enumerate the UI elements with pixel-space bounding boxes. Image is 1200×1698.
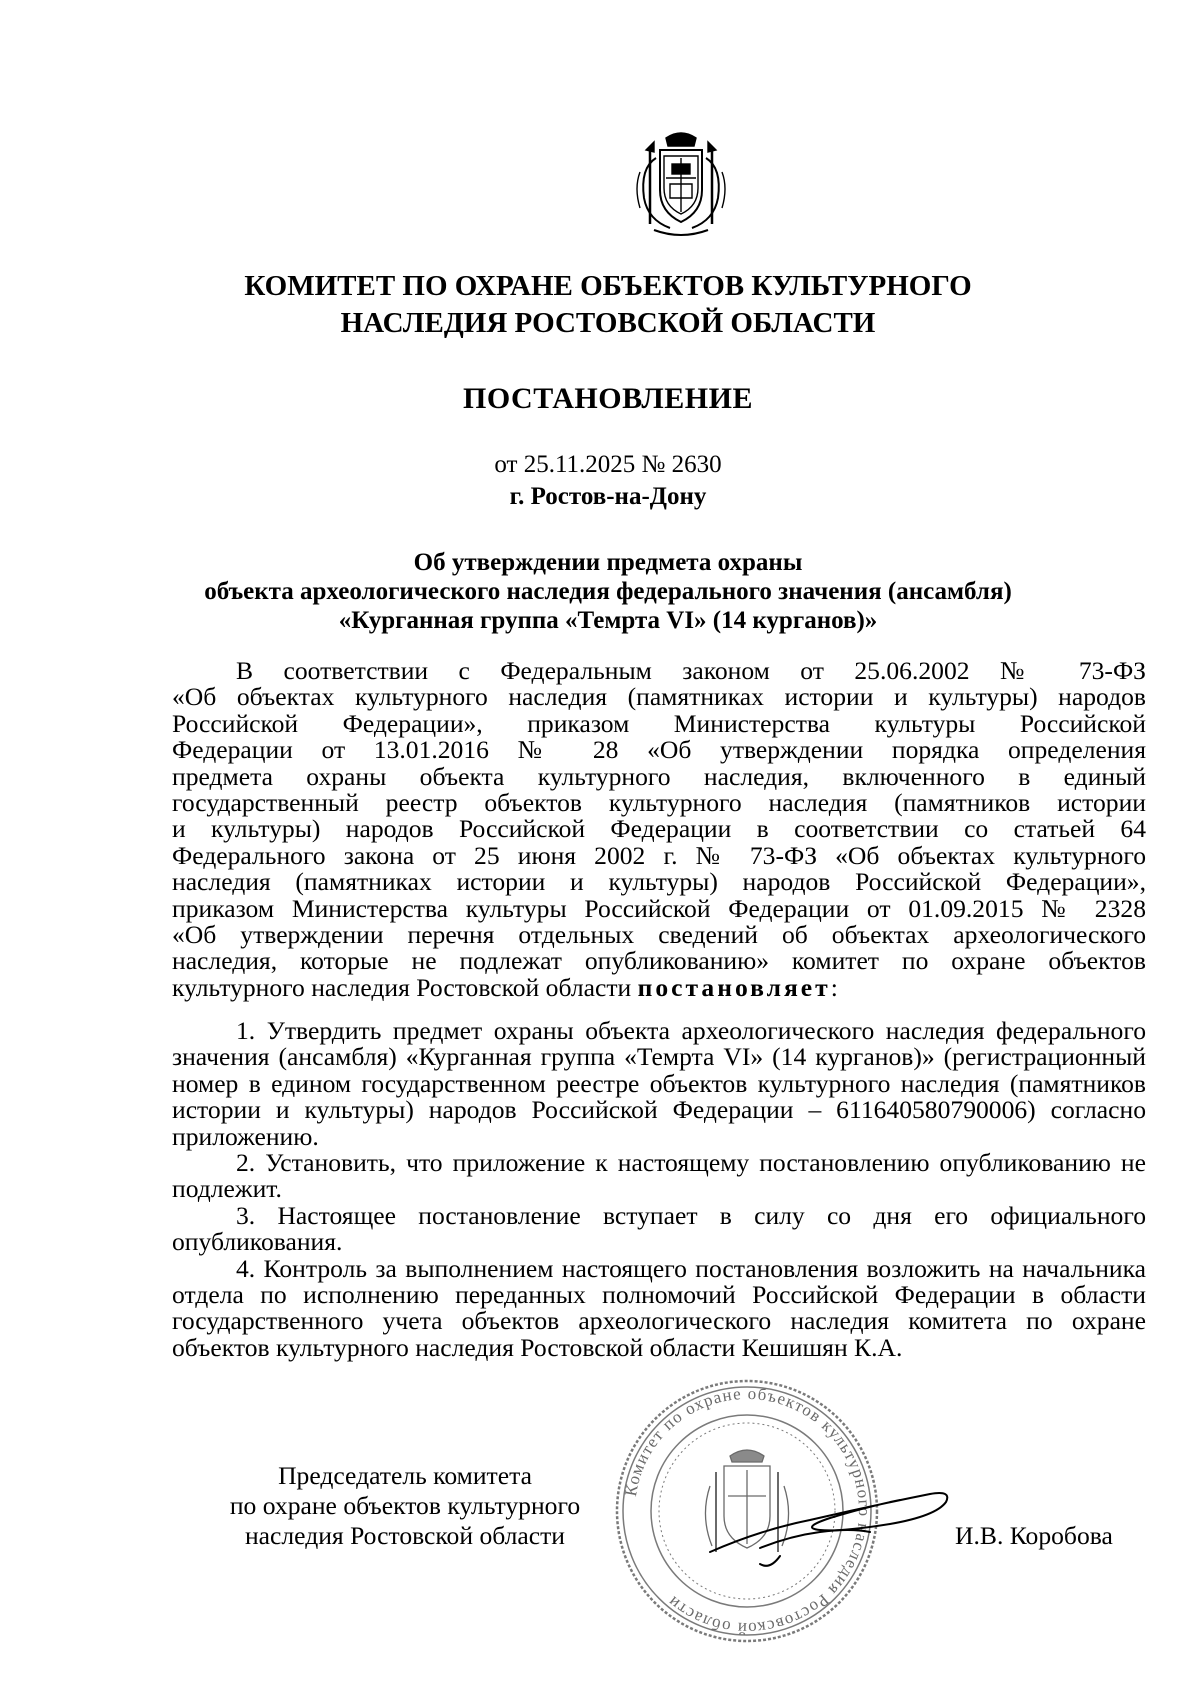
document-date-number: от 25.11.2025 № 2630 bbox=[494, 451, 722, 478]
preamble-line: наследия, которые не подлежат опубликованию» комитет по охране объектов bbox=[172, 946, 1146, 976]
resolution-item-2: 2. Установить, что приложение к настоящему постановлению опубликованию не подлежит. bbox=[172, 1148, 1146, 1204]
document-subject bbox=[160, 548, 1056, 635]
resolution-item-4: 4. Контроль за выполнением настоящего постановления возложить на начальника отдела по исполнению переданных полномочий Российской Федерации в области государственного учета объектов археологического наследия комитета по охране объектов культурного наследия Ростовской области Кешишян К.А. bbox=[172, 1253, 1146, 1362]
preamble-last-line bbox=[172, 972, 1146, 1002]
preamble-line: «Об объектах культурного наследия (памятниках истории и культуры) народов bbox=[172, 682, 1146, 712]
preamble-line: предмета охраны объекта культурного наследия, включенного в единый bbox=[172, 761, 1146, 791]
subject-line-2: объекта археологического наследия федерального значения (ансамбля) bbox=[204, 578, 1012, 605]
signatory-name: И.В. Коробова bbox=[955, 1521, 1113, 1550]
resolution-item-1: 1. Утвердить предмет охраны объекта археологического наследия федерального значения (ансамбля) «Курганная группа «Темрта VI» (14 курганов)» (регистрационный номер в едином государственном реестре объектов культурного наследия (памятников истории и культуры) народов Российской Федерации – 611640580790006) согласно приложению. bbox=[172, 1016, 1146, 1151]
preamble-line: В соответствии с Федеральным законом от 25.06.2002 № 73-ФЗ bbox=[236, 656, 1146, 685]
preamble-last-text: культурного наследия Ростовской области bbox=[172, 972, 638, 1002]
signatory-position-line-3: наследия Ростовской области bbox=[244, 1521, 565, 1550]
signatory-position-line-1: Председатель комитета bbox=[278, 1461, 532, 1490]
subject-line-3: «Курганная группа «Темрта VI» (14 курганов)» bbox=[338, 607, 878, 634]
document-type: ПОСТАНОВЛЕНИЕ bbox=[463, 382, 753, 415]
resolution-items bbox=[172, 1018, 1146, 1361]
preamble-line: Российской Федерации», приказом Министерства культуры Российской bbox=[172, 708, 1146, 738]
preamble-line: «Об утверждении перечня отдельных сведений об объектах археологического bbox=[172, 920, 1146, 950]
rostov-region-coat-of-arms-icon bbox=[620, 128, 742, 240]
preamble-line: наследия (памятниках истории и культуры) народов Российской Федерации», bbox=[172, 867, 1146, 897]
preamble-line: приказом Министерства культуры Российской Федерации от 01.09.2015 № 2328 bbox=[172, 893, 1146, 923]
preamble-colon: : bbox=[830, 972, 838, 1002]
committee-title-line-1: КОМИТЕТ ПО ОХРАНЕ ОБЪЕКТОВ КУЛЬТУРНОГО bbox=[244, 270, 972, 302]
document-city: г. Ростов-на-Дону bbox=[509, 483, 707, 510]
resolution-item-3: 3. Настоящее постановление вступает в силу со дня его официального опубликования. bbox=[172, 1200, 1146, 1257]
preamble-line: и культуры) народов Российской Федерации в соответствии со статьей 64 bbox=[172, 814, 1146, 844]
handwritten-signature-icon bbox=[700, 1460, 960, 1580]
preamble-paragraph bbox=[172, 658, 1146, 1001]
subject-line-1: Об утверждении предмета охраны bbox=[413, 549, 803, 576]
preamble-line: Федерации от 13.01.2016 № 28 «Об утверждении порядка определения bbox=[172, 735, 1146, 765]
signatory-position bbox=[190, 1461, 620, 1551]
committee-title bbox=[160, 268, 1056, 342]
signatory-position-line-2: по охране объектов культурного bbox=[229, 1491, 581, 1520]
preamble-line: Федерального закона от 25 июня 2002 г. № 73-ФЗ «Об объектах культурного bbox=[172, 840, 1146, 870]
committee-title-line-2: НАСЛЕДИЯ РОСТОВСКОЙ ОБЛАСТИ bbox=[340, 307, 876, 339]
resolves-word: постановляет bbox=[637, 972, 831, 1002]
svg-text:Комитет по охране объектов кул: Комитет по охране объектов культурного наследия Ростовской области bbox=[620, 1383, 875, 1639]
preamble-line: государственный реестр объектов культурного наследия (памятников истории bbox=[172, 788, 1146, 818]
